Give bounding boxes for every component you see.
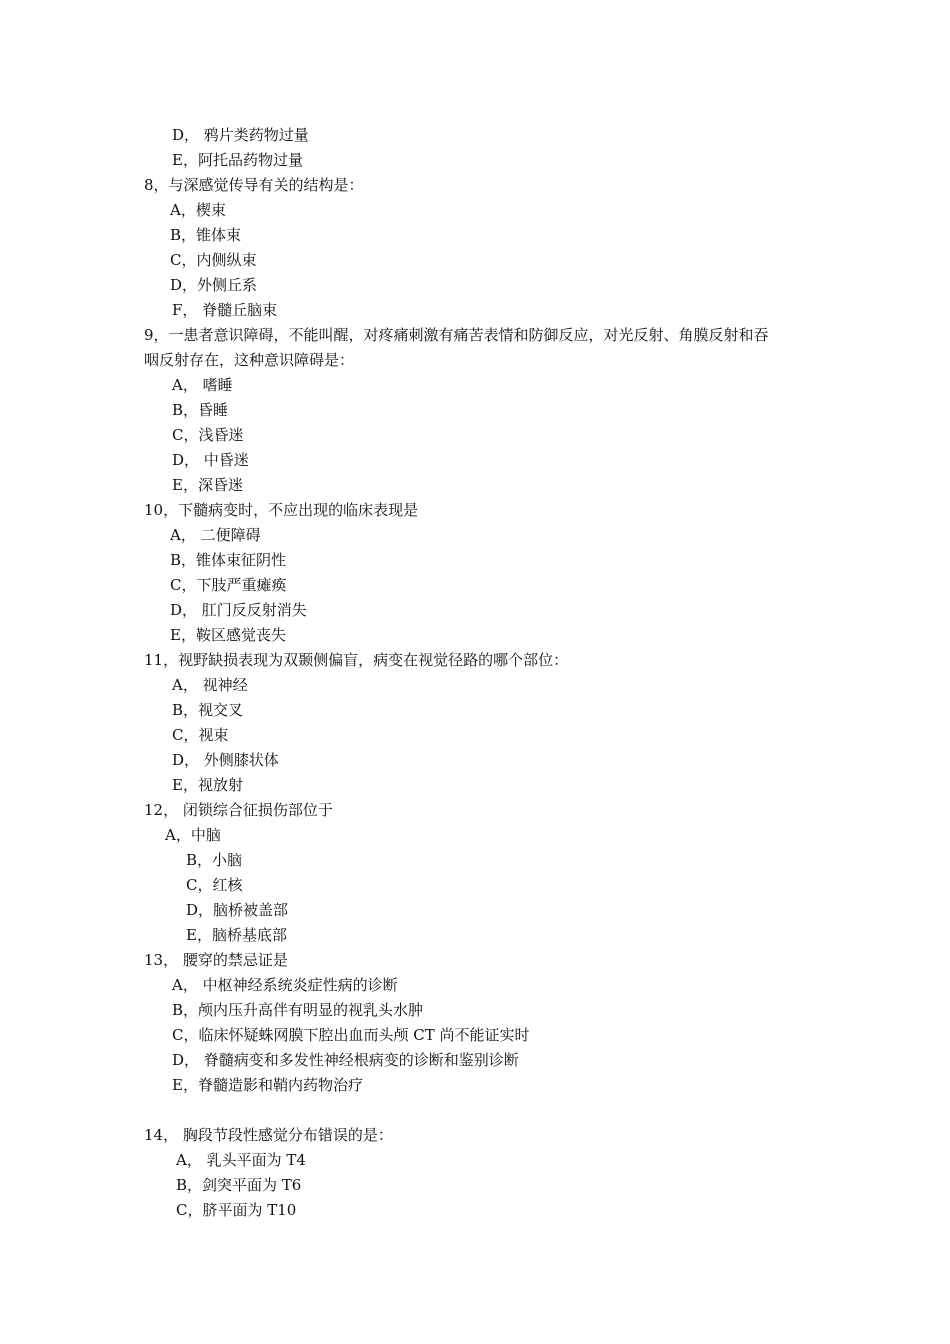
question-12: 12， 闭锁综合征损伤部位于 [144, 801, 333, 819]
option-12c: C，红核 [186, 876, 243, 894]
option-11e: E，视放射 [172, 776, 243, 794]
option-10e: E，鞍区感觉丧失 [170, 626, 286, 644]
option-9a: A， 嗜睡 [172, 376, 233, 394]
option-13e: E，脊髓造影和鞘内药物治疗 [172, 1076, 363, 1094]
question-13: 13， 腰穿的禁忌证是 [144, 951, 288, 969]
option-8d: D，外侧丘系 [170, 276, 258, 294]
option-7e: E，阿托品药物过量 [172, 151, 303, 169]
option-10d: D， 肛门反反射消失 [170, 601, 307, 619]
option-11c: C，视束 [172, 726, 229, 744]
option-8f: F， 脊髓丘脑束 [172, 301, 278, 319]
option-11d: D， 外侧膝状体 [172, 751, 279, 769]
option-10a: A， 二便障碍 [170, 526, 261, 544]
question-14: 14， 胸段节段性感觉分布错误的是： [144, 1126, 393, 1144]
option-12d: D，脑桥被盖部 [186, 901, 289, 919]
question-11: 11，视野缺损表现为双颞侧偏盲，病变在视觉径路的哪个部位： [144, 651, 569, 669]
option-14a: A， 乳头平面为 T4 [176, 1151, 306, 1169]
question-8: 8，与深感觉传导有关的结构是： [144, 176, 364, 194]
option-13d: D， 脊髓病变和多发性神经根病变的诊断和鉴别诊断 [172, 1051, 519, 1069]
option-14c: C，脐平面为 T10 [176, 1201, 297, 1219]
option-9c: C，浅昏迷 [172, 426, 244, 444]
option-12e: E，脑桥基底部 [186, 926, 287, 944]
option-9d: D， 中昏迷 [172, 451, 249, 469]
option-11a: A， 视神经 [172, 676, 248, 694]
option-13c: C，临床怀疑蛛网膜下腔出血而头颅 CT 尚不能证实时 [172, 1026, 530, 1044]
option-13a: A， 中枢神经系统炎症性病的诊断 [172, 976, 398, 994]
question-9-cont: 咽反射存在，这种意识障碍是： [144, 351, 355, 369]
option-12b: B，小脑 [186, 851, 243, 869]
option-9b: B，昏睡 [172, 401, 229, 419]
question-9: 9，一患者意识障碍，不能叫醒，对疼痛刺激有痛苦表情和防御反应，对光反射、角膜反射和吞 [144, 326, 769, 344]
option-8a: A，楔束 [170, 201, 226, 219]
option-11b: B，视交叉 [172, 701, 244, 719]
option-9e: E，深昏迷 [172, 476, 243, 494]
option-10c: C，下肢严重瘫痪 [170, 576, 287, 594]
option-8b: B，锥体束 [170, 226, 242, 244]
option-10b: B，锥体束征阴性 [170, 551, 287, 569]
option-7d: D， 鸦片类药物过量 [172, 126, 309, 144]
question-10: 10，下髓病变时，不应出现的临床表现是 [144, 501, 419, 519]
option-8c: C，内侧纵束 [170, 251, 257, 269]
option-12a: A，中脑 [165, 826, 221, 844]
option-13b: B，颅内压升高伴有明显的视乳头水肿 [172, 1001, 424, 1019]
option-14b: B，剑突平面为 T6 [176, 1176, 302, 1194]
